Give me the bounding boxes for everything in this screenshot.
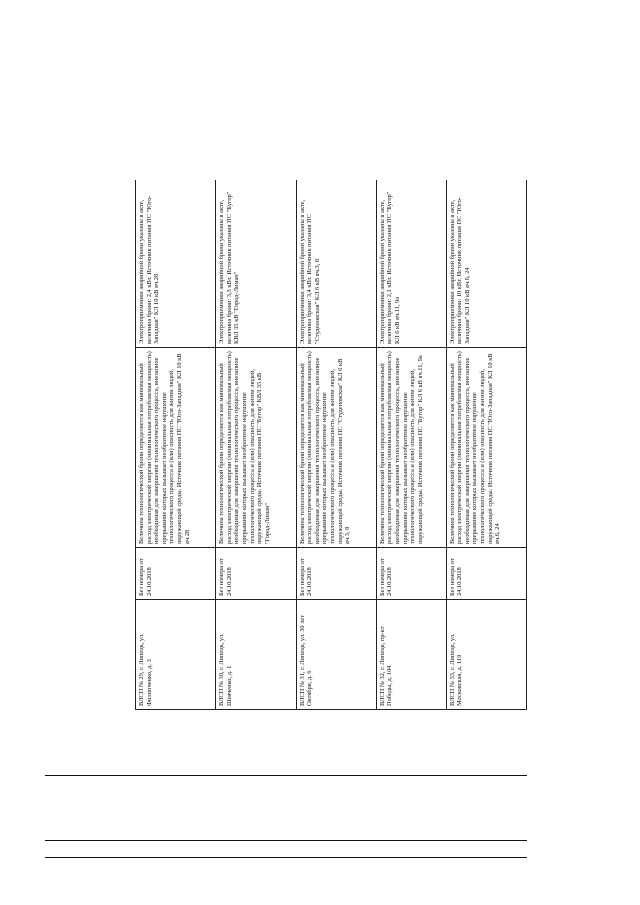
cell-description: Величина технологической брони определяется как минимальный расход электрической энергии (минимальная потребляемая мощность) необходимая для завершения технологического процесса, внезапное прерывание которых вызывает необратимое нарушение технологического процесса и (или) опасность для жизни людей, окружающей среды. Источник питания ПС "Бугор" КВЛ 35 кВ "Город-Лиман" — [216, 348, 296, 548]
divider-line — [45, 840, 527, 841]
cell-document: Без номера от 24.10.2018 — [446, 548, 526, 600]
cell-description: Величина технологической брони определяется как минимальный расход электрической энергии (минимальная потребляемая мощность) необходимая для завершения технологического процесса, внезапное прерывание которых вызывает необратимое нарушение технологического процесса и (или) опасность для жизни людей, окружающей среды. Источник питания ПС "Студеновская" КЛ 6 кВ яч.3, 8 — [296, 348, 376, 548]
divider-line — [45, 857, 527, 858]
table-row — [446, 180, 526, 710]
cell-description: Величина технологической брони определяется как минимальный расход электрической энергии (минимальная потребляемая мощность) необходимая для завершения технологического процесса, внезапное прерывание которых вызывает необратимое нарушение технологического процесса и (или) опасность для жизни людей, окружающей среды. Источник питания ПС "Юго-Западная" КЛ 10 кВ яч.6, 24 — [446, 348, 526, 548]
table-row — [296, 180, 376, 710]
rotated-table-frame — [135, 180, 527, 710]
cell-document: Без номера от 24.10.2018 — [376, 548, 446, 600]
data-table — [135, 180, 527, 710]
table-row — [136, 180, 216, 710]
cell-document: Без номера от 24.10.2018 — [216, 548, 296, 600]
rotated-table — [135, 180, 527, 710]
cell-power: Электроприемники аварийной брони указаны в акте, величина брони: 10 кВт. Источник питания ПС "Юго-Западная" КЛ 10 кВ яч.6, 24 — [446, 180, 526, 348]
cell-description: Величина технологической брони определяется как минимальный расход электрической энергии (минимальная потребляемая мощность) необходимая для завершения технологического процесса, внезапное прерывание которых вызывает необратимое нарушение технологического процесса и (или) опасность для жизни людей, окружающей среды. Источник питания ПС "Юго-Западная" КЛ 10 кВ яч.28 — [136, 348, 216, 548]
cell-location: ВЛСП № 32, г. Липецк, пр-кт Победы, д. 104 — [376, 600, 446, 710]
cell-location: ВЛСП № 31, г. Липецк, ул. 30 лет Октября, д. 6 — [296, 600, 376, 710]
cell-location: ВЛСП № 33, г. Липецк, ул. Московская, д. 119 — [446, 600, 526, 710]
cell-description: Величина технологической брони определяется как минимальный расход электрической энергии (минимальная потребляемая мощность) необходимая для завершения технологического процесса, внезапное прерывание которых вызывает необратимое нарушение технологического процесса и (или) опасность для жизни людей, окружающей среды. Источник питания ПС "Бугор" КЛ 6 кВ яч.11, 9а — [376, 348, 446, 548]
table-row — [376, 180, 446, 710]
divider-line — [45, 775, 527, 776]
cell-power: Электроприемники аварийной брони указаны в акте, величина брони: 3,4 кВт. Источник питания ПС "Студеновская" КЛ 6 кВ яч.3, 8 — [296, 180, 376, 348]
cell-power: Электроприемники аварийной брони указаны в акте, величина брони: 2,4 кВт. Источник питания ПС "Юго-Западная" КЛ 10 кВ яч.28 — [136, 180, 216, 348]
cell-location: ВЛСП № 30, г. Липецк, ул. Шевченко, д. 1 — [216, 600, 296, 710]
cell-document: Без номера от 24.10.2018 — [136, 548, 216, 600]
table-row — [216, 180, 296, 710]
cell-document: Без номера от 24.10.2018 — [296, 548, 376, 600]
cell-power: Электроприемники аварийной брони указаны в акте, величина брони: 3,3 кВт. Источник питания ПС "Бугор" КВЛ 35 кВ "Город-Лиман" — [216, 180, 296, 348]
cell-power: Электроприемники аварийной брони указаны в акте, величина брони: 2,1 кВт. Источник питания ПС "Бугор" КЛ 6 кВ яч.11, 9а — [376, 180, 446, 348]
cell-location: ВЛСП № 29, г. Липецк, ул. Филипченко, д. 3 — [136, 600, 216, 710]
